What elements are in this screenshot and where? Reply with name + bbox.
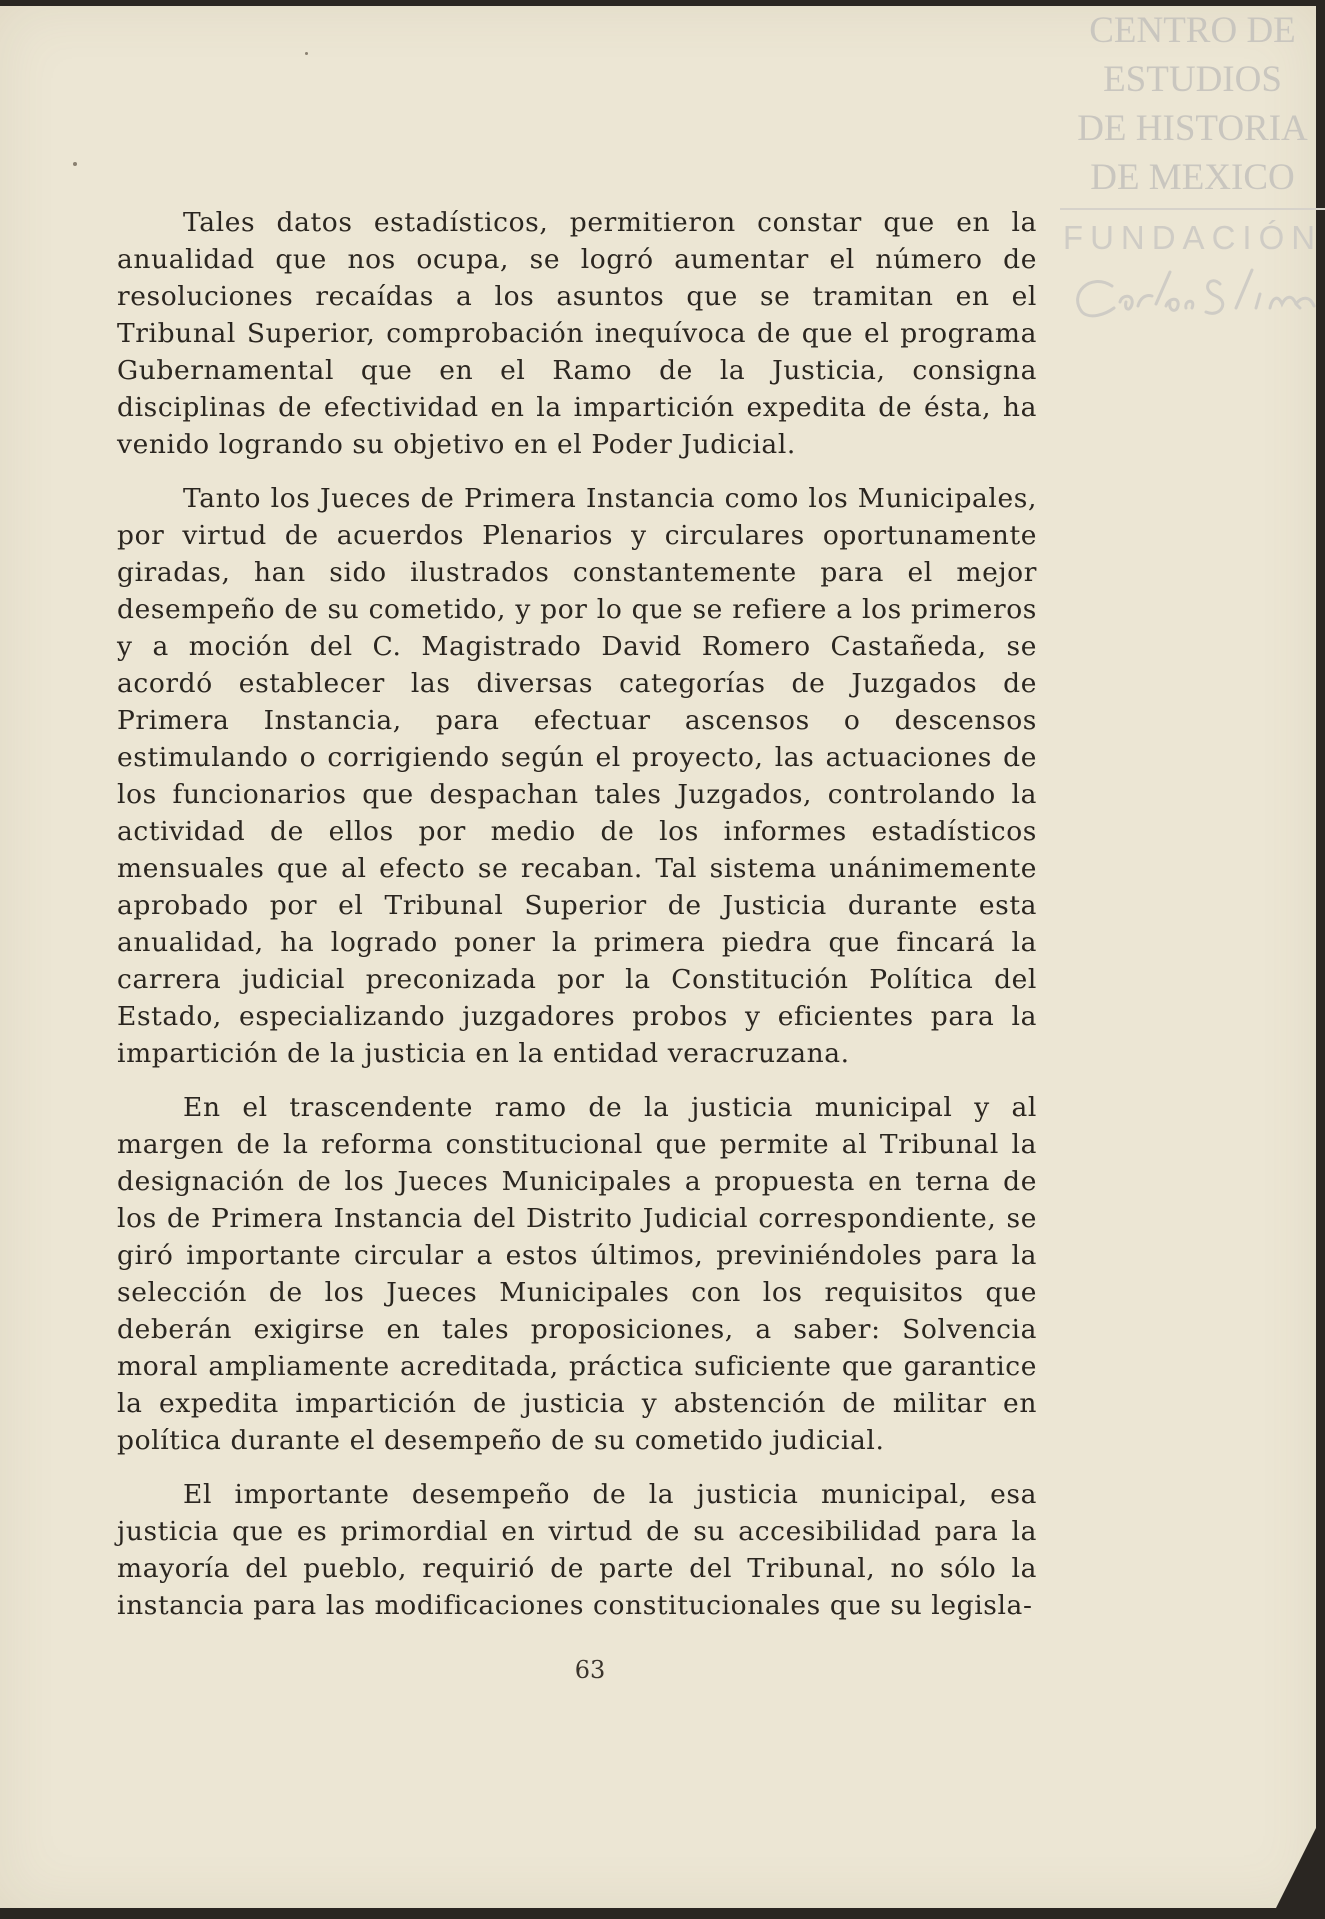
watermark-line-2: ESTUDIOS: [1103, 59, 1282, 100]
paper-speck: [73, 162, 77, 166]
watermark-line-4: DE MEXICO: [1090, 157, 1295, 198]
paragraph-4: El importante desempeño de la justicia municipal, esa justicia que es primordial en virtud de su accesibilidad para la mayoría del pueblo, requirió de parte del Tribunal, no sólo la instancia para las modificaciones constitucionales que su legisla-: [117, 1479, 1037, 1621]
page-number: 63: [574, 1656, 606, 1684]
watermark-divider: [1060, 208, 1325, 210]
paragraph-1: Tales datos estadísticos, permitieron constar que en la anualidad que nos ocupa, se logró aumentar el número de resoluciones recaídas a los asuntos que se tramitan en el Tribunal Superior, comprobación inequívoca de que el programa Gubernamental que en el Ramo de la Justicia, consigna disciplinas de efectividad en la impartición expedita de ésta, ha venido logrando su objetivo en el Poder Judicial.: [117, 207, 1037, 460]
watermark-stamp: [1060, 6, 1325, 324]
signature-drawing: [1060, 264, 1325, 324]
watermark-line-1: CENTRO DE: [1089, 10, 1296, 51]
paper-speck: [305, 52, 308, 55]
paragraph-2: Tanto los Jueces de Primera Instancia como los Municipales, por virtud de acuerdos Plenarios y circulares oportunamente giradas, han sido ilustrados constantemente para el mejor desempeño de su cometido, y por lo que se refiere a los primeros y a moción del C. Magistrado David Romero Castañeda, se acordó establecer las diversas categorías de Juzgados de Primera Instancia, para efectuar ascensos o descensos estimulando o corrigiendo según el proyecto, las actuaciones de los funcionarios que despachan tales Juzgados, controlando la actividad de ellos por medio de los informes estadísticos mensuales que al efecto se recaban. Tal sistema unánimemente aprobado por el Tribunal Superior de Justicia durante esta anualidad, ha logrado poner la primera piedra que fincará la carrera judicial preconizada por la Constitución Política del Estado, especializando juzgadores probos y eficientes para la impartición de la justicia en la entidad veracruzana.: [117, 483, 1037, 1069]
paragraph-3: En el trascendente ramo de la justicia municipal y al margen de la reforma constitucional que permite al Tribunal la designación de los Jueces Municipales a propuesta en terna de los de Primera Instancia del Distrito Judicial correspondiente, se giró importante circular a estos últimos, previniéndoles para la selección de los Jueces Municipales con los requisitos que deberán exigirse en tales proposiciones, a saber: Solvencia moral ampliamente acreditada, práctica suficiente que garantice la expedita impartición de justicia y abstención de militar en política durante el desempeño de su cometido judicial.: [117, 1092, 1037, 1456]
watermark-fundacion: FUNDACIÓN: [1062, 219, 1323, 256]
page-corner: [1276, 1828, 1316, 1908]
signature-icon: [1060, 264, 1325, 324]
watermark-line-3: DE HISTORIA: [1077, 108, 1308, 149]
body-text: [117, 204, 1037, 1641]
